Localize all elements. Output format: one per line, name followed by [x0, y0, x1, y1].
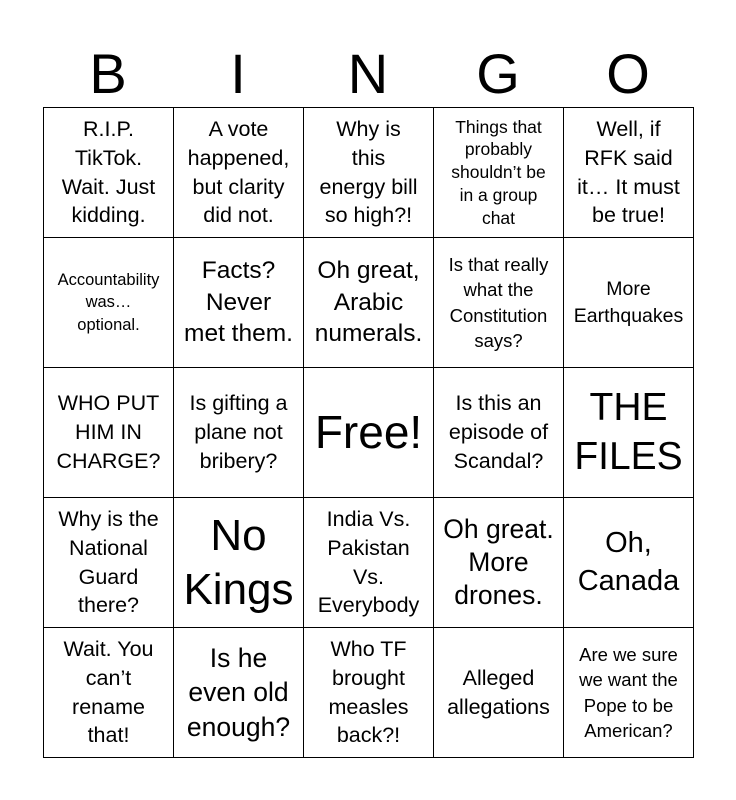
bingo-cell[interactable]	[44, 628, 174, 758]
header-letter-n: N	[347, 42, 389, 105]
cell-text: No Kings	[183, 510, 294, 614]
bingo-cell[interactable]	[174, 498, 304, 628]
bingo-cell[interactable]	[564, 628, 694, 758]
header-letter-i: I	[230, 42, 246, 105]
cell-text: Oh great, Arabic numerals.	[314, 257, 423, 348]
cell-text: Is gifting a plane not bribery?	[189, 391, 288, 473]
bingo-cell[interactable]	[564, 368, 694, 498]
cell-text: Wait. You can’t rename that!	[63, 636, 154, 748]
bingo-cell[interactable]	[304, 238, 434, 368]
cell-text: Facts? Never met them.	[184, 257, 293, 348]
cell-text: Is he even old enough?	[186, 642, 291, 742]
bingo-cell[interactable]	[564, 498, 694, 628]
cell-text: India Vs. Pakistan Vs. Everybody	[317, 506, 420, 618]
cell-text: THE FILES	[574, 385, 683, 478]
bingo-cell[interactable]	[304, 498, 434, 628]
bingo-cell-free[interactable]	[304, 368, 434, 498]
header-letter-o: O	[606, 42, 650, 105]
board-row	[44, 628, 694, 758]
bingo-cell[interactable]	[564, 108, 694, 238]
bingo-cell[interactable]	[44, 238, 174, 368]
cell-text: Oh great. More drones.	[443, 513, 554, 611]
cell-text: Free!	[314, 405, 423, 458]
bingo-header	[43, 40, 693, 108]
bingo-cell[interactable]	[434, 498, 564, 628]
cell-text: Alleged allegations	[447, 665, 550, 719]
cell-text: Why is the National Guard there?	[58, 506, 159, 618]
bingo-cell[interactable]	[434, 238, 564, 368]
bingo-cell[interactable]	[44, 498, 174, 628]
cell-text: Who TF brought measles back?!	[328, 636, 409, 748]
bingo-board	[43, 107, 694, 758]
bingo-cell[interactable]	[564, 238, 694, 368]
board-row	[44, 498, 694, 628]
cell-text: More Earthquakes	[573, 277, 684, 327]
bingo-cell[interactable]	[304, 628, 434, 758]
cell-text: Oh, Canada	[577, 526, 680, 597]
bingo-cell[interactable]	[44, 108, 174, 238]
cell-text: Why is this energy bill so high?!	[319, 116, 418, 228]
bingo-cell[interactable]	[174, 368, 304, 498]
bingo-cell[interactable]	[434, 368, 564, 498]
bingo-cell[interactable]	[174, 628, 304, 758]
cell-text: R.I.P. TikTok. Wait. Just kidding.	[61, 116, 156, 228]
board-row	[44, 108, 694, 238]
cell-text: WHO PUT HIM IN CHARGE?	[56, 391, 161, 473]
bingo-cell[interactable]	[434, 108, 564, 238]
cell-text: Things that probably shouldn’t be in a group chat	[451, 116, 546, 228]
board-row	[44, 368, 694, 498]
cell-text: Well, if RFK said it… It must be true!	[577, 116, 680, 228]
bingo-cell[interactable]	[304, 108, 434, 238]
cell-text: Is that really what the Constitution says?	[448, 254, 549, 351]
board-row	[44, 238, 694, 368]
header-letter-g: G	[476, 42, 520, 105]
cell-text: Are we sure we want the Pope to be American?	[579, 644, 678, 741]
cell-text: Accountability was… optional.	[57, 271, 160, 334]
header-letter-b: B	[89, 42, 127, 105]
cell-text: Is this an episode of Scandal?	[448, 391, 549, 473]
bingo-cell[interactable]	[174, 108, 304, 238]
bingo-cell[interactable]	[434, 628, 564, 758]
bingo-cell[interactable]	[44, 368, 174, 498]
cell-text: A vote happened, but clarity did not.	[187, 116, 290, 228]
bingo-cell[interactable]	[174, 238, 304, 368]
